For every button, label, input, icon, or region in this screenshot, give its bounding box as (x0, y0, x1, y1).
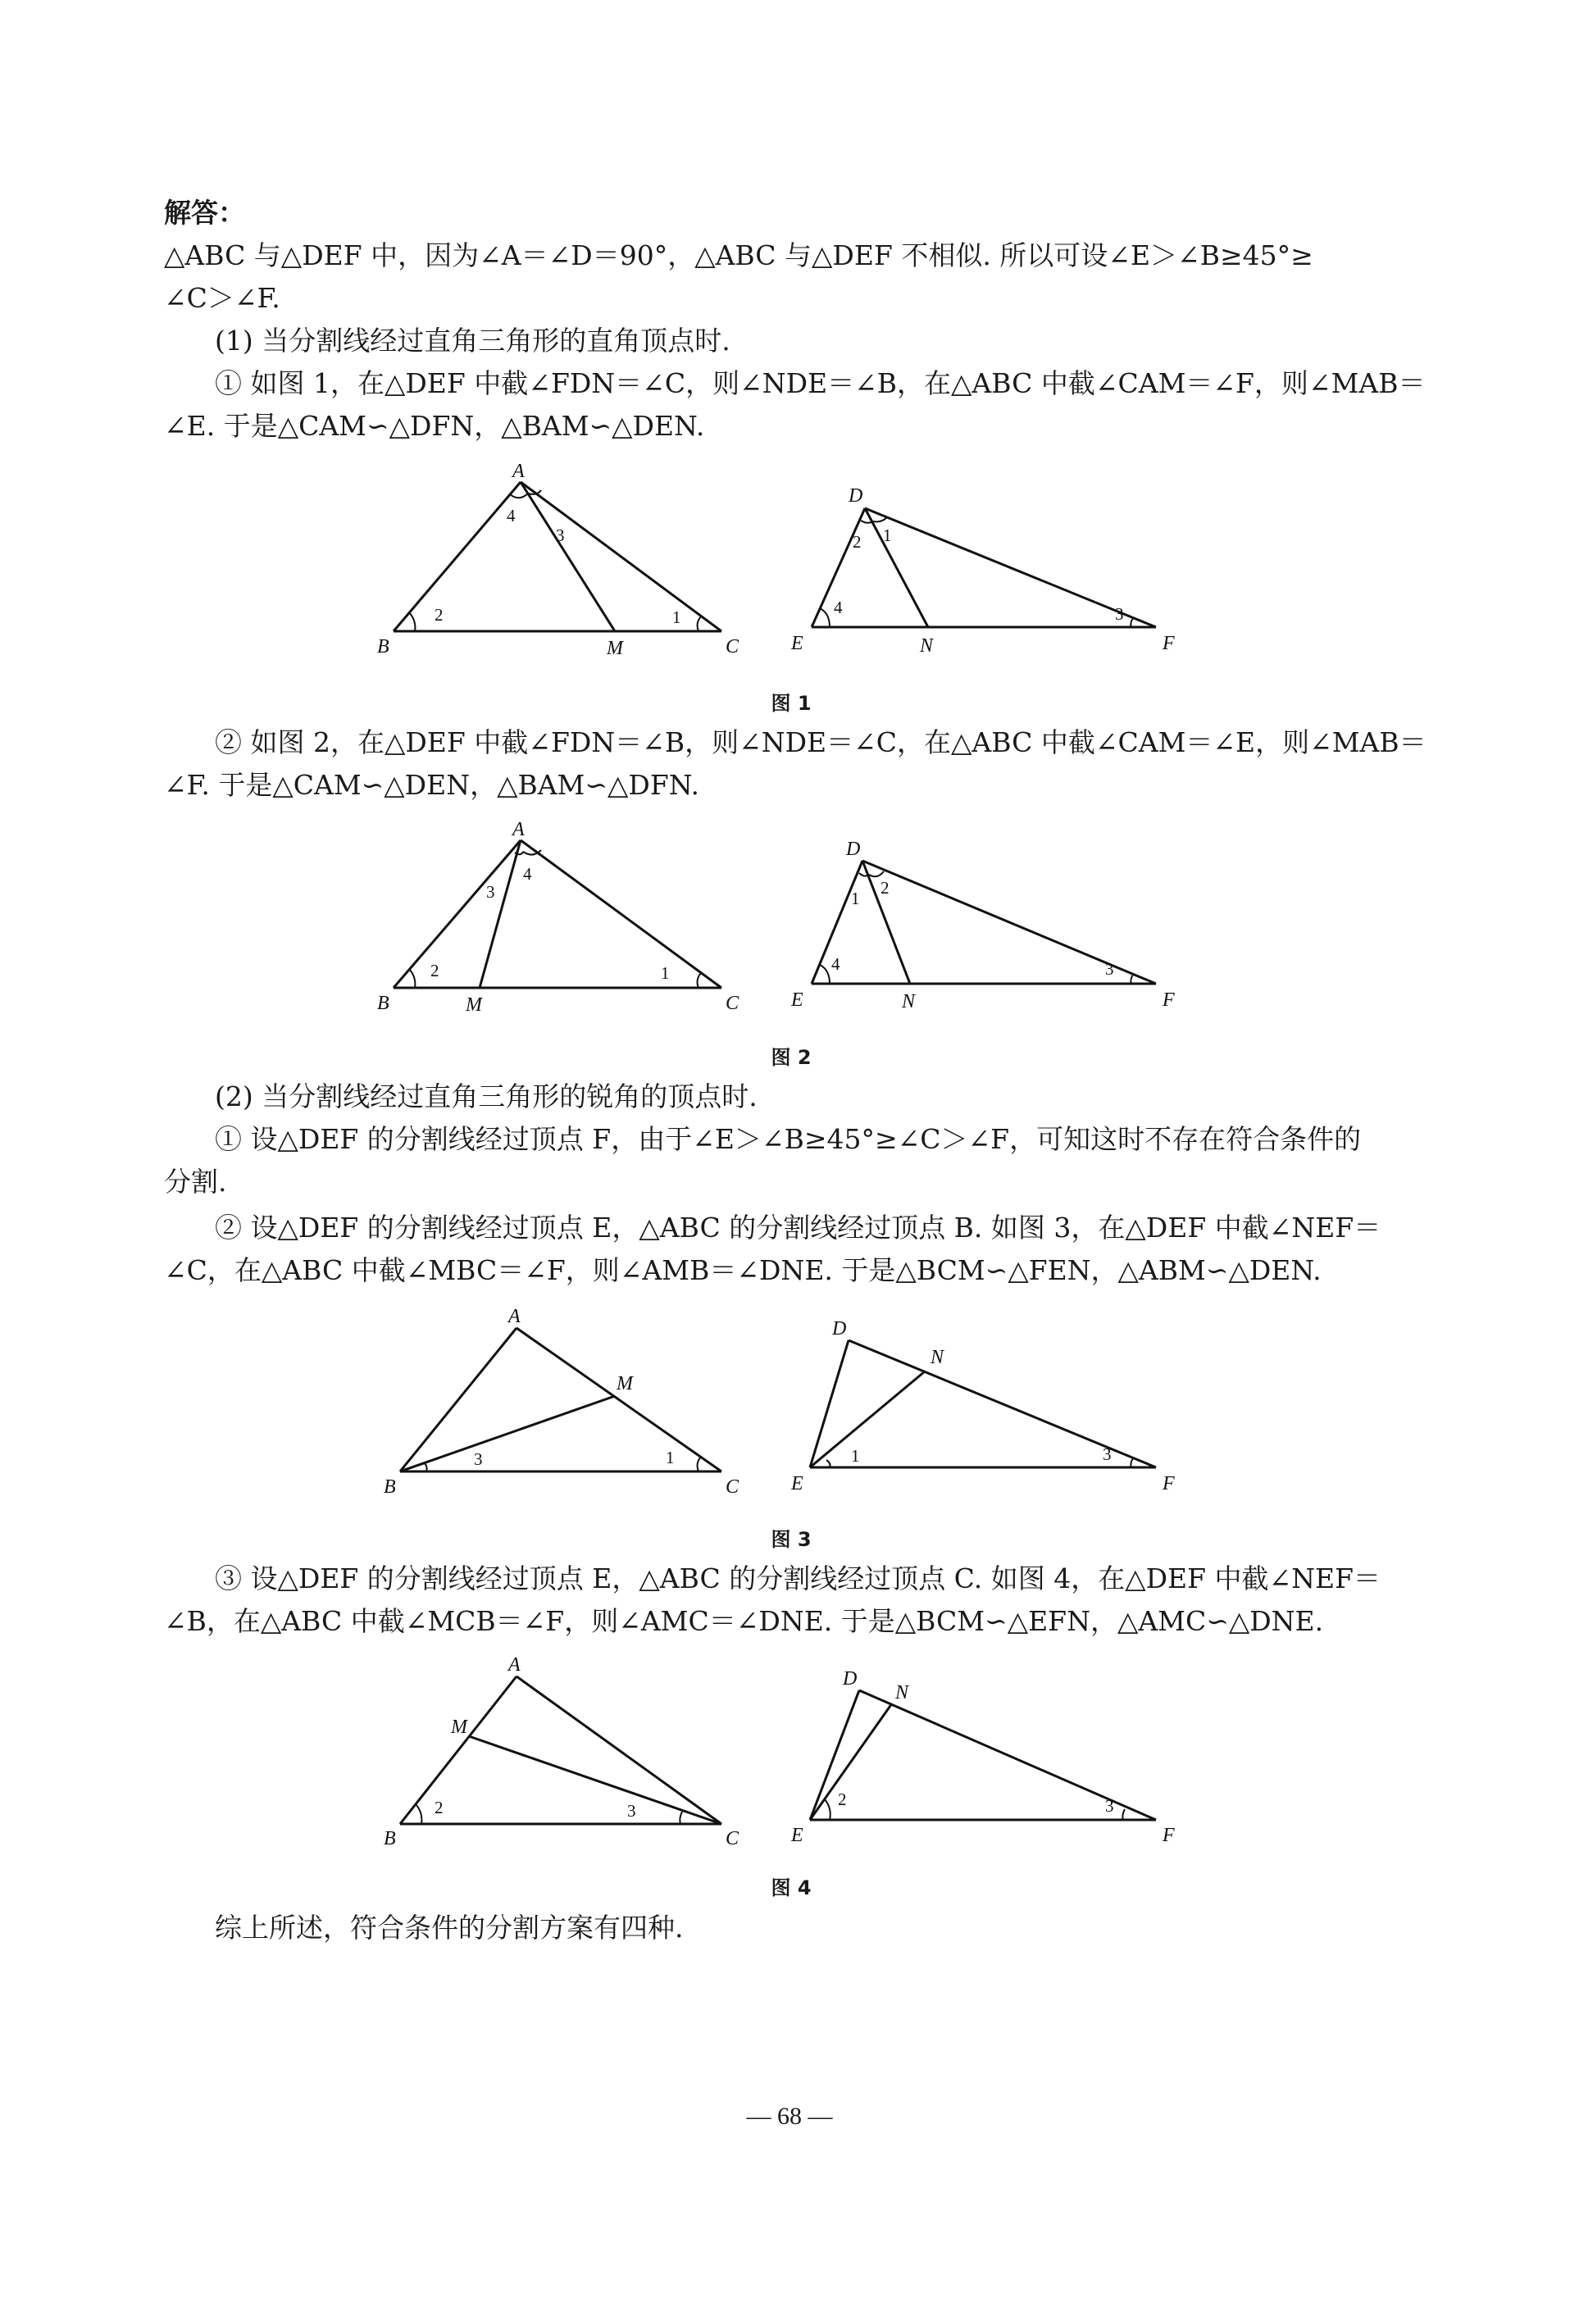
fig3-angle-1: 1 (666, 1448, 675, 1467)
fig1-label-D: D (849, 485, 863, 507)
fig1-label-C: C (726, 636, 739, 657)
fig1-angle-2: 2 (435, 605, 444, 625)
conclusion: 综上所述，符合条件的分割方案有四种. (215, 1912, 684, 1944)
fig2-triangle-abc (377, 819, 739, 1016)
fig4-label-F: F (1163, 1825, 1175, 1846)
fig1-def-angle-2: 2 (853, 532, 862, 552)
fig2-label-F: F (1163, 989, 1175, 1011)
solution-heading: 解答： (164, 197, 245, 229)
fig2-label-E: E (791, 989, 803, 1011)
figure-3-caption: 图 3 (771, 1528, 812, 1551)
case1-1-line2: ∠E. 于是△CAM∽△DFN，△BAM∽△DEN. (164, 410, 705, 442)
fig4-angle-2: 2 (435, 1798, 444, 1817)
fig2-angle-2: 2 (430, 961, 439, 980)
fig4-angle-3: 3 (627, 1801, 636, 1821)
paragraph-intro-line2: ∠C＞∠F. (164, 282, 280, 314)
fig4-label-B: B (384, 1828, 396, 1849)
case2-3-line2: ∠B，在△ABC 中截∠MCB＝∠F，则∠AMC＝∠DNE. 于是△BCM∽△EFN，△AMC∽△DNE. (164, 1605, 1324, 1637)
figure-2 (377, 816, 1238, 1021)
fig2-label-D: D (846, 839, 861, 860)
case1-1-line1: ① 如图 1，在△DEF 中截∠FDN＝∠C，则∠NDE＝∠B，在△ABC 中截∠CAM＝∠F，则∠MAB＝ (215, 367, 1426, 399)
fig3-label-E: E (791, 1473, 803, 1494)
fig4-label-A: A (508, 1654, 521, 1676)
figure-4 (377, 1648, 1238, 1853)
fig3-angle-3: 3 (474, 1449, 483, 1469)
fig3-label-D: D (832, 1318, 847, 1339)
figure-2-caption: 图 2 (771, 1046, 812, 1069)
fig1-label-B: B (377, 636, 389, 657)
fig1-label-A: A (512, 461, 525, 482)
fig2-label-A: A (512, 819, 525, 840)
page-number: — 68 — (746, 2103, 833, 2130)
case1-2-line2: ∠F. 于是△CAM∽△DEN，△BAM∽△DFN. (164, 769, 699, 801)
fig1-triangle-def (790, 485, 1175, 657)
fig2-def-angle-2: 2 (881, 878, 890, 898)
fig4-label-C: C (726, 1828, 739, 1849)
fig4-label-N: N (895, 1682, 909, 1703)
fig1-def-angle-1: 1 (883, 525, 892, 545)
case2-title: (2) 当分割线经过直角三角形的锐角的顶点时. (215, 1080, 758, 1112)
fig3-label-B: B (384, 1476, 396, 1498)
fig3-label-C: C (726, 1476, 739, 1498)
case2-2-line1: ② 设△DEF 的分割线经过顶点 E，△ABC 的分割线经过顶点 B. 如图 3，在△DEF 中截∠NEF＝ (215, 1212, 1381, 1244)
fig4-triangle-abc (384, 1654, 739, 1849)
fig3-def-angle-3: 3 (1103, 1444, 1112, 1464)
paragraph-intro-line1: △ABC 与△DEF 中，因为∠A＝∠D＝90°，△ABC 与△DEF 不相似. 所以可设∠E＞∠B≥45°≥ (164, 239, 1313, 271)
fig1-triangle-abc (377, 461, 739, 659)
case2-1-line2: 分割. (164, 1166, 227, 1198)
fig2-angle-1: 1 (661, 963, 670, 983)
fig2-label-M: M (466, 994, 482, 1016)
fig3-triangle-abc (384, 1306, 739, 1498)
figure-4-caption: 图 4 (771, 1876, 812, 1899)
fig1-label-E: E (791, 633, 803, 654)
fig4-label-M: M (451, 1717, 467, 1738)
fig2-def-angle-4: 4 (831, 954, 840, 974)
figure-1-caption: 图 1 (771, 692, 812, 715)
case1-title: (1) 当分割线经过直角三角形的直角顶点时. (215, 325, 730, 357)
figure-1 (377, 459, 1238, 664)
case1-2-line1: ② 如图 2，在△DEF 中截∠FDN＝∠B，则∠NDE＝∠C，在△ABC 中截∠CAM＝∠E，则∠MAB＝ (215, 726, 1427, 758)
fig1-def-angle-4: 4 (834, 598, 843, 617)
fig3-label-A: A (508, 1306, 521, 1327)
fig1-angle-3: 3 (556, 525, 565, 545)
fig4-label-D: D (843, 1668, 858, 1690)
fig2-def-angle-3: 3 (1105, 959, 1114, 979)
case2-3-line1: ③ 设△DEF 的分割线经过顶点 E，△ABC 的分割线经过顶点 C. 如图 4，在△DEF 中截∠NEF＝ (215, 1562, 1381, 1594)
fig2-angle-4: 4 (523, 864, 532, 884)
case2-2-line2: ∠C，在△ABC 中截∠MBC＝∠F，则∠AMB＝∠DNE. 于是△BCM∽△FEN，△ABM∽△DEN. (164, 1254, 1322, 1286)
case2-1-line1: ① 设△DEF 的分割线经过顶点 F，由于∠E＞∠B≥45°≥∠C＞∠F，可知这时不存在符合条件的 (215, 1123, 1362, 1155)
figure-3 (377, 1299, 1238, 1504)
fig2-label-B: B (377, 993, 389, 1014)
fig2-triangle-def (790, 839, 1175, 1012)
fig2-label-C: C (726, 993, 739, 1014)
fig2-label-N: N (902, 991, 916, 1012)
fig3-label-N: N (931, 1347, 944, 1368)
fig4-triangle-def (790, 1668, 1175, 1846)
fig1-angle-4: 4 (507, 506, 516, 525)
fig1-def-angle-3: 3 (1115, 604, 1124, 624)
fig1-label-M: M (607, 638, 623, 659)
fig2-angle-3: 3 (486, 882, 495, 902)
fig1-angle-1: 1 (672, 607, 681, 627)
fig3-def-angle-1: 1 (851, 1446, 860, 1466)
fig4-def-angle-2: 2 (838, 1790, 847, 1809)
fig3-label-M: M (617, 1373, 633, 1394)
fig1-label-F: F (1163, 633, 1175, 654)
fig4-label-E: E (791, 1825, 803, 1846)
fig4-def-angle-3: 3 (1105, 1796, 1114, 1816)
fig3-label-F: F (1163, 1473, 1175, 1494)
fig3-triangle-def (790, 1318, 1175, 1494)
fig1-label-N: N (920, 635, 934, 657)
fig2-def-angle-1: 1 (851, 889, 860, 908)
